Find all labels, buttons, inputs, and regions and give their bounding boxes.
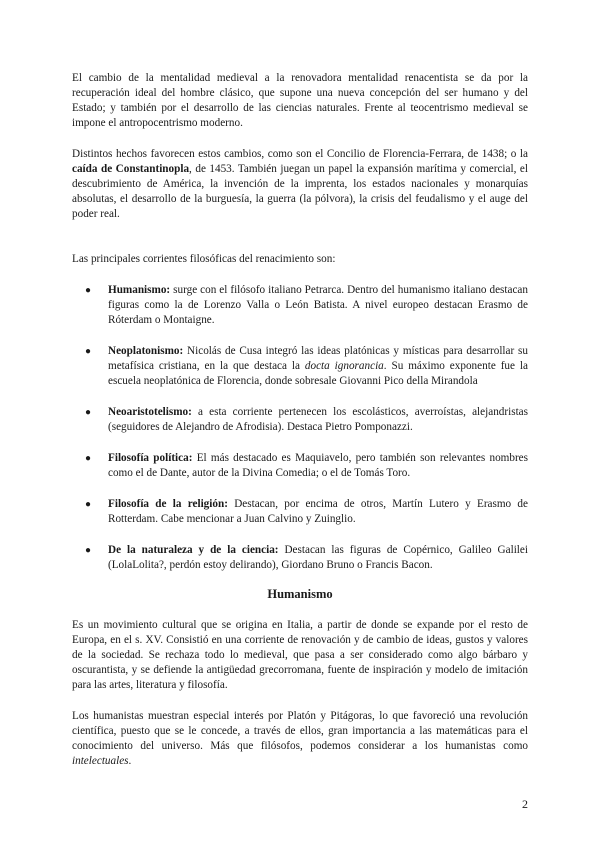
bullet-icon: ●: [85, 545, 92, 556]
list-item-text: Nicolás de Cusa integró las ideas platónicas y místicas para desarrollar su metafísica cristiana, en la que destaca la: [108, 345, 528, 372]
list-item-text: Destacan las figuras de Copérnico, Galileo Galilei (LolaLolita?, perdón estoy delirando), Giordano Bruno o Francis Bacon.: [108, 544, 528, 571]
humanismo-p2-end: .: [128, 755, 132, 767]
bullet-icon: ●: [85, 499, 92, 510]
intro-paragraph-1: El cambio de la mentalidad medieval a la renovadora mentalidad renacentista se da por la recuperación ideal del hombre clásico, que supone una nueva concepción del ser humano y del Estado; y también por el desarrollo de las ciencias naturales. Frente al teocentrismo medieval se impone el antropocentrismo moderno.: [72, 72, 528, 129]
bullet-icon: ●: [85, 346, 92, 357]
intro-p2-text-before: Distintos hechos favorecen estos cambios, como son el Concilio de Florencia-Ferrara, de 1438; o la: [72, 148, 528, 160]
list-item: [72, 543, 528, 573]
page-number: 2: [522, 797, 528, 811]
bullet-icon: ●: [85, 285, 92, 296]
section-title-humanismo: Humanismo: [267, 587, 333, 601]
list-item-text-after: . Su máximo exponente fue la escuela neoplatónica de Florencia, donde sobresale Giovanni Pico della Mirandola: [108, 360, 528, 387]
list-item-text: El más destacado es Maquiavelo, pero también son relevantes nombres como el de Dante, autor de la Divina Comedia; o el de Tomás Toro.: [108, 452, 529, 479]
list-item-term: De la naturaleza y de la ciencia:: [108, 544, 279, 556]
docta-ignorancia-italic: docta ignorancia: [304, 360, 384, 372]
list-item: [72, 283, 528, 328]
humanismo-paragraph-2: [72, 709, 528, 769]
constantinopla-bold: caída de Constantinopla: [72, 163, 190, 175]
bullet-icon: ●: [85, 453, 92, 464]
intro-paragraph-2: [72, 147, 528, 222]
humanismo-p2-text: Los humanistas muestran especial interés por Platón y Pitágoras, lo que favoreció una revolución científica, puesto que se le concede, a través de ellos, gran importancia a las matemáticas para el conocimiento del universo. Más que filósofos, podemos considerar a los humanistas como: [72, 710, 528, 752]
intelectuales-italic: intelectuales: [72, 755, 129, 767]
humanismo-paragraph-1: Es un movimiento cultural que se origina en Italia, a partir de donde se expande por el resto de Europa, en el s. XV. Consistió en una corriente de renovación y de cambio de ideas, gustos y valores de la sociedad. Se rechaza todo lo medieval, que pasa a ser considerado como algo bárbaro y oscurantista, y se defiende la antigüedad grecorromana, fuente de inspiración y modelo de imitación para las artes, literatura y filosofía.: [72, 619, 528, 691]
list-item: [72, 497, 528, 527]
bullet-icon: ●: [85, 407, 92, 418]
list-item: [72, 451, 528, 481]
currents-list: [72, 283, 528, 573]
currents-intro: Las principales corrientes filosóficas del renacimiento son:: [72, 253, 336, 265]
list-item-term: Filosofía política:: [108, 452, 193, 464]
intro-p2-text-after: , de 1453. También juegan un papel la expansión marítima y comercial, el descubrimiento de América, la invención de la imprenta, los estados nacionales y monarquías absolutas, el desarrollo de la burguesía, la guerra (la pólvora), la crisis del feudalismo y el auge del poder real.: [72, 163, 528, 220]
list-item-term: Neoplatonismo:: [108, 345, 184, 357]
list-item-text: Destacan, por encima de otros, Martín Lutero y Erasmo de Rotterdam. Cabe mencionar a Juan Calvino y Zuinglio.: [108, 498, 528, 525]
list-item-term: Humanismo:: [108, 284, 171, 296]
list-item: [72, 344, 528, 389]
page-content: [72, 71, 528, 769]
list-item-term: Neoaristotelismo:: [108, 406, 192, 418]
list-item: [72, 405, 528, 435]
list-item-term: Filosofía de la religión:: [108, 498, 228, 510]
list-item-text: surge con el filósofo italiano Petrarca. Dentro del humanismo italiano destacan figuras como la de Lorenzo Valla o León Batista. A nivel europeo destacan Erasmo de Róterdam o Montaigne.: [108, 284, 528, 326]
list-item-text: a esta corriente pertenecen los escolásticos, averroístas, alejandristas (seguidores de Alejandro de Afrodisia). Destaca Pietro Pomponazzi.: [108, 406, 528, 433]
